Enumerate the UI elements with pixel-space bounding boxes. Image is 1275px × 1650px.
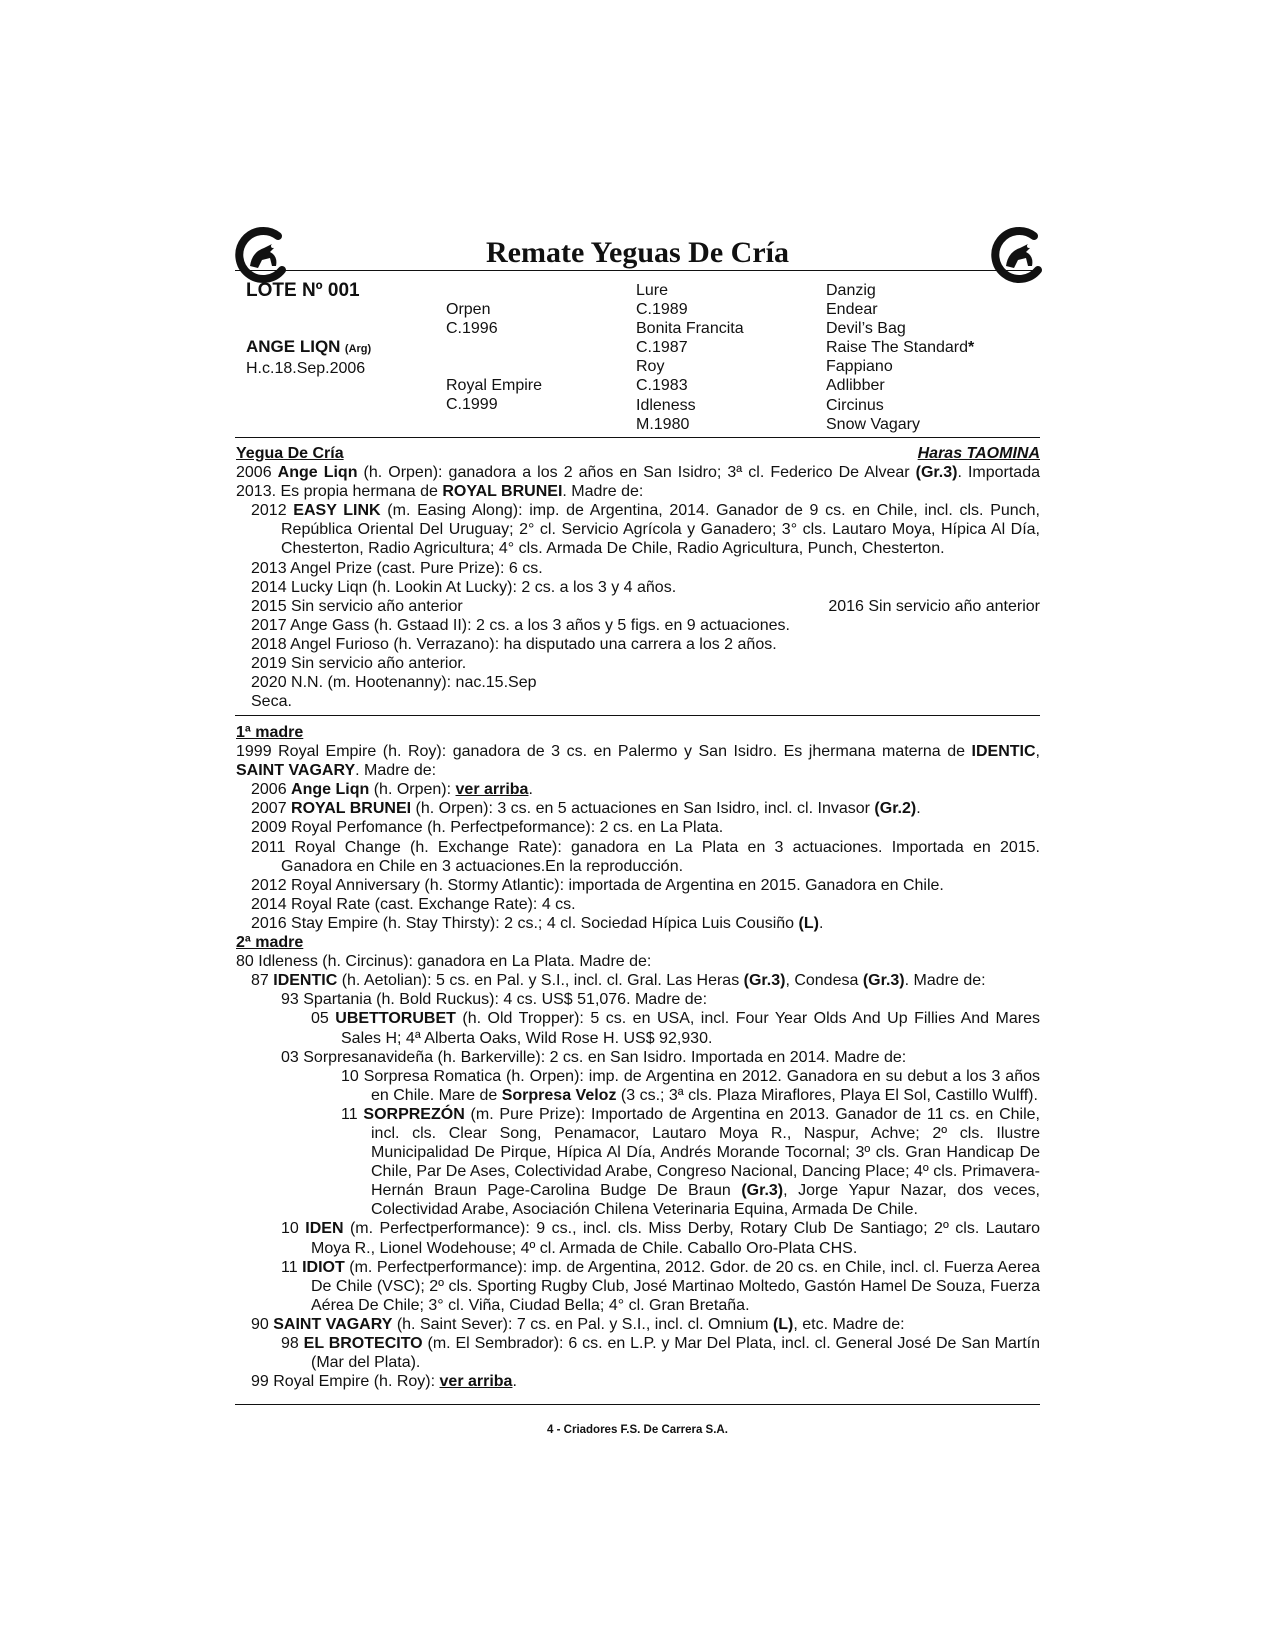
- title-rule: [235, 270, 1040, 271]
- pedigree-year: M.1980: [636, 415, 690, 433]
- pedigree-name: Danzig: [826, 282, 876, 299]
- pedigree-name: Circinus: [826, 396, 884, 414]
- section-intro: 1999 Royal Empire (h. Roy): ganadora de 3 cs. en Palermo y San Isidro. Es jhermana materna de IDENTIC, SAINT VAGARY. Madre de:: [236, 743, 1040, 780]
- pedigree-gen1: [446, 300, 542, 415]
- produce-item: 87 IDENTIC (h. Aetolian): 5 cs. en Pal. y S.I., incl. cl. Gral. Las Heras (Gr.3), Condesa (Gr.3). Madre de:: [251, 972, 986, 990]
- produce-item: 2019 Sin servicio año anterior.: [251, 655, 467, 673]
- produce-item: 80 Idleness (h. Circinus): ganadora en La Plata. Madre de:: [236, 953, 652, 971]
- pedigree-name: Devil’s Bag: [826, 320, 906, 338]
- horse-origin: (Arg): [344, 343, 372, 356]
- dam-name: Royal Empire: [446, 377, 543, 395]
- produce-item: 2006 Ange Liqn (h. Orpen): ver arriba.: [251, 781, 533, 799]
- section-yegua: [236, 444, 1040, 711]
- produce-item: 2015 Sin servicio año anterior: [251, 597, 463, 615]
- footer-rule: [235, 1404, 1040, 1405]
- pedigree-name: Bonita Francita: [636, 320, 744, 338]
- produce-item: 2016 Sin servicio año anterior: [828, 597, 1040, 615]
- produce-item: 2011 Royal Change (h. Exchange Rate): ganadora en La Plata en 3 actuaciones. Importada en 2015. Ganadora en Chile en 3 actuaciones.En la reproducción.: [251, 838, 1040, 875]
- produce-item: 2012 EASY LINK (m. Easing Along): imp. de Argentina, 2014. Ganador de 9 cs. en Chile, incl. cls. Punch, República Oriental Del Uruguay; 2° cl. Servicio Agrícola y Ganadero; 3° cls. Lautaro Moya, Hípica Al Día, Chesterton, Radio Agricultura; 4° cls. Armada De Chile, Radio Agricultura, Punch, Chesterton.: [251, 502, 1041, 558]
- pedigree-name: Roy: [636, 358, 665, 376]
- dam-year: C.1999: [446, 396, 498, 414]
- section-label: 1ª madre: [236, 724, 304, 741]
- pedigree-gen2: [636, 281, 744, 434]
- produce-item: 11 IDIOT (m. Perfectperformance): imp. de Argentina, 2012. Gdor. de 20 cs. en Chile, incl. cl. Fuerza Aerea De Chile (VSC); 2º cls. Sporting Rugby Club, José Martinao Moltedo, Gastón Hamel De Souza, Fuerza Aérea De Chile; 3° cl. Viña, Ciudad Bella; 4° cl. Gran Bretaña.: [281, 1258, 1041, 1314]
- section-first-dam: [236, 723, 1040, 1391]
- produce-item: 2016 Stay Empire (h. Stay Thirsty): 2 cs.; 4 cl. Sociedad Hípica Luis Cousiño (L).: [251, 914, 824, 932]
- produce-item: 2020 N.N. (m. Hootenanny): nac.15.Sep: [251, 674, 537, 692]
- section-intro: 2006 Ange Liqn (h. Orpen): ganadora a los 2 años en San Isidro; 3ª cl. Federico De Alvear (Gr.3). Importada 2013. Es propia hermana de ROYAL BRUNEI. Madre de:: [236, 464, 1040, 501]
- lot-block: [246, 281, 371, 378]
- pedigree-mark: *: [968, 339, 975, 357]
- produce-item: Seca.: [251, 693, 292, 711]
- produce-item: 2018 Angel Furioso (h. Verrazano): ha disputado una carrera a los 2 años.: [251, 635, 777, 653]
- produce-item: 98 EL BROTECITO (m. El Sembrador): 6 cs. en L.P. y Mar Del Plata, incl. cl. General José De San Martín (Mar del Plata).: [281, 1335, 1041, 1372]
- lot-number: LOTE Nº 001: [246, 280, 360, 301]
- section-rule: [235, 715, 1040, 716]
- pedigree-name: Lure: [636, 282, 669, 299]
- horse-birth: H.c.18.Sep.2006: [246, 360, 366, 378]
- pedigree-rule: [235, 437, 1040, 438]
- pedigree-name: Endear: [826, 301, 878, 319]
- second-dam-list: [236, 952, 1040, 1391]
- pedigree-name: Snow Vagary: [826, 415, 920, 433]
- produce-item: 99 Royal Empire (h. Roy): ver arriba.: [251, 1373, 517, 1391]
- produce-item: 2012 Royal Anniversary (h. Stormy Atlantic): importada de Argentina en 2015. Ganadora en Chile.: [251, 876, 944, 894]
- produce-split-row: [236, 597, 1040, 616]
- produce-item: 11 SORPREZÓN (m. Pure Prize): Importado de Argentina en 2013. Ganador de 11 cs. en Chile, incl. cls. Clear Song, Penamacor, Lautaro Moya R., Naspur, Achve; 2º cls. Ilustre Municipalidad De Pirque, Hípica Al Día, Andrés Morande Tocornal; 3º cls. Gran Handicap De Chile, Par De Ases, Colectividad Arabe, Congreso Nacional, Dancing Place; 4º cls. Primavera-Hernán Braun Page-Carolina Budge De Braun (Gr.3), Jorge Yapur Nazar, dos veces, Colectividad Arabe, Asociación Chilena Veterinaria Equina, Armada De Chile.: [341, 1105, 1040, 1219]
- horse-logo-icon: [988, 226, 1046, 284]
- produce-item: 2007 ROYAL BRUNEI (h. Orpen): 3 cs. en 5 actuaciones en San Isidro, incl. cl. Invasor (Gr.2).: [251, 800, 921, 818]
- produce-item: 93 Spartania (h. Bold Ruckus): 4 cs. US$ 51,076. Madre de:: [281, 991, 708, 1009]
- produce-item: 10 Sorpresa Romatica (h. Orpen): imp. de Argentina en 2012. Ganadora en su debut a los 3 años en Chile. Mare de Sorpresa Veloz (3 cs.; 3ª cls. Plaza Miraflores, Playa El Sol, Castillo Wulff).: [341, 1067, 1040, 1104]
- pedigree-name: Idleness: [636, 396, 696, 414]
- pedigree-name: Adlibber: [826, 377, 885, 395]
- pedigree-year: C.1989: [636, 301, 688, 319]
- section-label: 2ª madre: [236, 934, 304, 952]
- produce-item: 2009 Royal Perfomance (h. Perfectpeformance): 2 cs. en La Plata.: [251, 819, 724, 837]
- produce-item: 05 UBETTORUBET (h. Old Tropper): 5 cs. en USA, incl. Four Year Olds And Up Fillies And Mares Sales H; 4ª Alberta Oaks, Wild Rose H. US$ 92,930.: [311, 1010, 1040, 1047]
- pedigree-gen3: [826, 281, 974, 434]
- page-footer: 4 - Criadores F.S. De Carrera S.A.: [547, 1424, 728, 1436]
- produce-item: 2014 Royal Rate (cast. Exchange Rate): 4 cs.: [251, 895, 576, 913]
- horse-name: ANGE LIQN: [246, 337, 341, 357]
- pedigree-name: Raise The Standard: [826, 339, 969, 357]
- produce-item: 90 SAINT VAGARY (h. Saint Sever): 7 cs. en Pal. y S.I., incl. cl. Omnium (L), etc. Madre de:: [251, 1315, 905, 1333]
- pedigree-name: Fappiano: [826, 358, 893, 376]
- pedigree-year: C.1987: [636, 339, 688, 357]
- produce-item: 2017 Ange Gass (h. Gstaad II): 2 cs. a los 3 años y 5 figs. en 9 actuaciones.: [251, 616, 790, 634]
- document-title: Remate Yeguas De Cría: [486, 236, 789, 269]
- pedigree-year: C.1983: [636, 377, 688, 395]
- produce-item: 2014 Lucky Liqn (h. Lookin At Lucky): 2 cs. a los 3 y 4 años.: [251, 578, 677, 596]
- produce-item: 10 IDEN (m. Perfectperformance): 9 cs., incl. cls. Miss Derby, Rotary Club De Santiago; 2º cls. Lautaro Moya R., Lionel Wodehouse; 4º cl. Armada de Chile. Caballo Oro-Plata CHS.: [281, 1220, 1040, 1257]
- haras-name: Haras TAOMINA: [917, 445, 1040, 462]
- sire-name: Orpen: [446, 301, 491, 318]
- produce-item: 2013 Angel Prize (cast. Pure Prize): 6 cs.: [251, 559, 543, 577]
- sire-year: C.1996: [446, 320, 498, 338]
- produce-item: 03 Sorpresanavideña (h. Barkerville): 2 cs. en San Isidro. Importada en 2014. Madre de:: [281, 1048, 907, 1066]
- section-label: Yegua De Cría: [236, 445, 344, 462]
